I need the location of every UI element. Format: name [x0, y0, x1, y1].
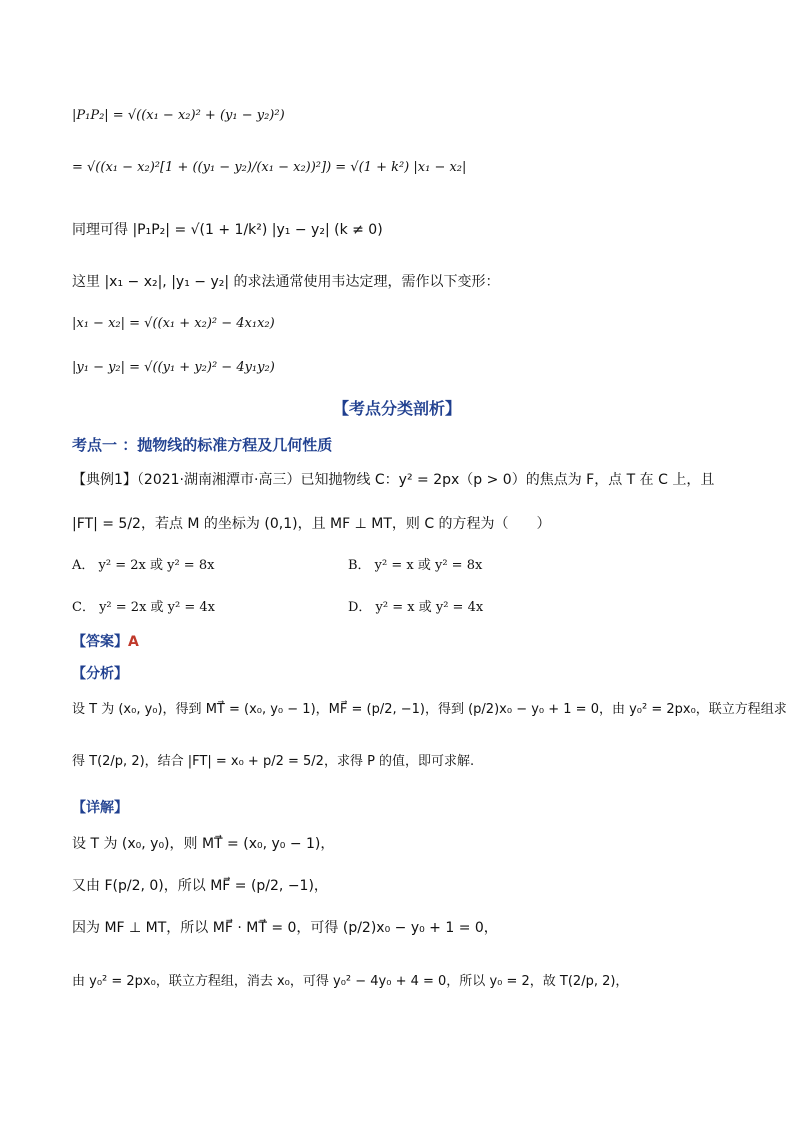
subsection-title: 考点一 ：抛物线的标准方程及几何性质	[72, 436, 333, 454]
option-b: B． y² = x 或 y² = 8x	[348, 558, 483, 573]
vieta-formula-x: |x₁ − x₂| = √((x₁ + x₂)² − 4x₁x₂)	[72, 316, 275, 331]
detail-line1: 设 T 为 (x₀, y₀)，则 MT⃗ = (x₀, y₀ − 1)，	[72, 836, 335, 852]
analysis-line1: 设 T 为 (x₀, y₀)，得到 MT⃗ = (x₀, y₀ − 1)，MF⃗ = (p/2, −1)，得到 (p/2)x₀ − y₀ + 1 = 0，由 y₀² = 2px₀，联立方程组求	[72, 702, 787, 717]
example-stem-line2: |FT| = 5/2，若点 M 的坐标为 (0,1)，且 MF ⊥ MT，则 C 的方程为（ ）	[72, 516, 551, 532]
option-a: A． y² = 2x 或 y² = 8x	[72, 558, 215, 573]
vieta-note: 这里 |x₁ − x₂|, |y₁ − y₂| 的求法通常使用韦达定理，需作以下变形：	[72, 274, 500, 290]
section-heading: 【考点分类剖析】	[332, 399, 461, 418]
example-text-1: 已知抛物线 C：y² = 2px（p > 0）的焦点为 F，点 T 在 C 上，且	[300, 472, 715, 488]
distance-formula-y: 同理可得 |P₁P₂| = √(1 + 1/k²) |y₁ − y₂| (k ≠ 0)	[72, 222, 383, 238]
answer-label: 【答案】	[72, 634, 128, 650]
distance-formula-line1: |P₁P₂| = √((x₁ − x₂)² + (y₁ − y₂)²)	[72, 108, 285, 123]
option-d: D． y² = x 或 y² = 4x	[348, 600, 484, 615]
answer-line	[72, 632, 139, 652]
analysis-line2: 得 T(2/p, 2)，结合 |FT| = x₀ + p/2 = 5/2，求得 P 的值，即可求解.	[72, 754, 475, 769]
detail-line2: 又由 F(p/2, 0)，所以 MF⃗ = (p/2, −1)，	[72, 878, 328, 894]
distance-formula-line2: = √((x₁ − x₂)²[1 + ((y₁ − y₂)/(x₁ − x₂))²]) = √(1 + k²) |x₁ − x₂|	[72, 160, 467, 175]
analysis-label: 【分析】	[72, 666, 128, 682]
detail-line3: 因为 MF ⊥ MT，所以 MF⃗ · MT⃗ = 0，可得 (p/2)x₀ − y₀ + 1 = 0，	[72, 920, 498, 936]
example-tag: 【典例1】	[72, 472, 137, 488]
example-source: （2021·湖南湘潭市·高三）	[136, 472, 301, 488]
example-stem-line1	[72, 470, 714, 490]
detail-line4: 由 y₀² = 2px₀，联立方程组，消去 x₀，可得 y₀² − 4y₀ + 4 = 0，所以 y₀ = 2，故 T(2/p, 2)，	[72, 974, 629, 989]
option-c: C． y² = 2x 或 y² = 4x	[72, 600, 215, 615]
answer-value: A	[128, 634, 139, 650]
vieta-formula-y: |y₁ − y₂| = √((y₁ + y₂)² − 4y₁y₂)	[72, 360, 275, 375]
detail-label: 【详解】	[72, 800, 128, 816]
